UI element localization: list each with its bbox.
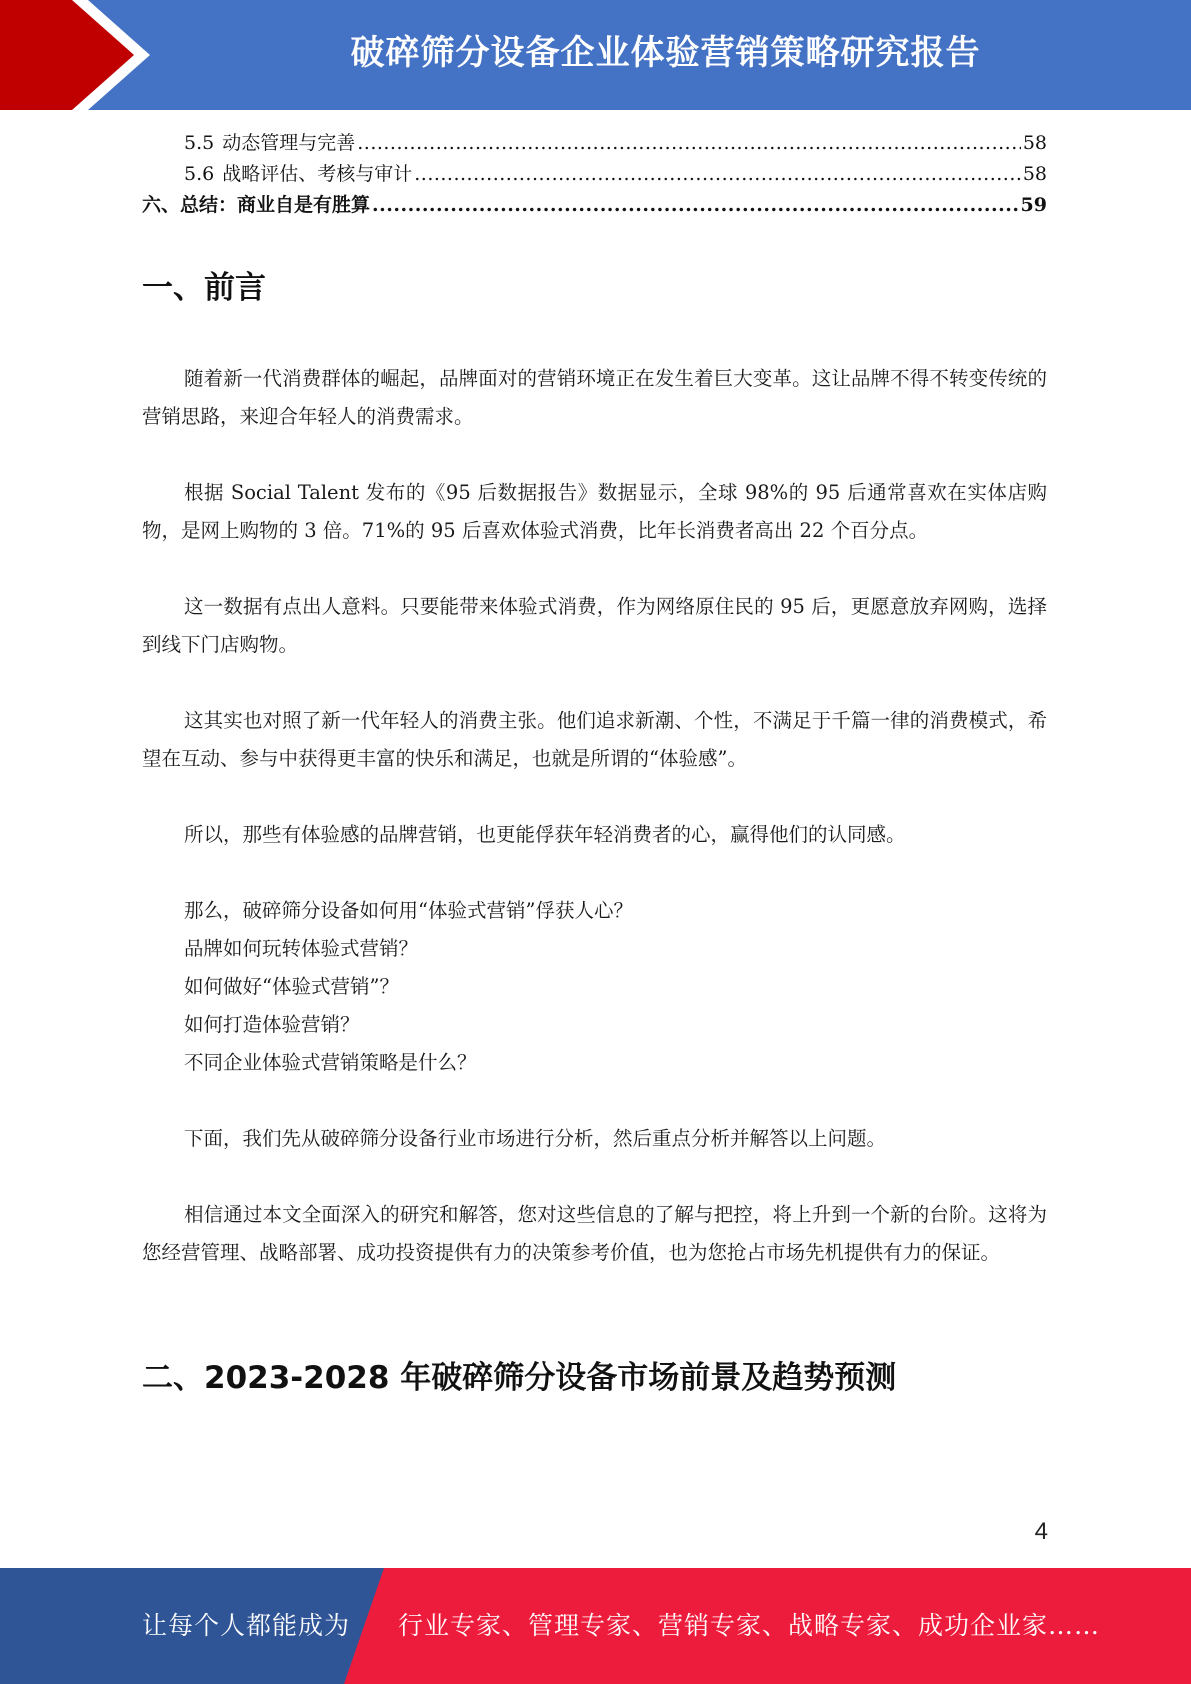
toc-entry-page: 58	[1022, 132, 1047, 154]
toc-entry[interactable]	[142, 128, 1047, 159]
toc-entry-number: 5.5	[184, 132, 215, 154]
footer-slogan-right: 行业专家、管理专家、营销专家、战略专家、成功企业家……	[398, 1611, 1101, 1640]
body-paragraph: 这其实也对照了新一代年轻人的消费主张。他们追求新潮、个性，不满足于千篇一律的消费模式，希望在互动、参与中获得更丰富的快乐和满足，也就是所谓的“体验感”。	[142, 709, 1047, 770]
body-paragraph: 根据 Social Talent 发布的《95 后数据报告》数据显示，全球 98%的 95 后通常喜欢在实体店购物，是网上购物的 3 倍。71%的 95 后喜欢体验式消费，比年长消费者高出 22 个百分点。	[142, 481, 1047, 542]
toc-entry-number: 5.6	[184, 163, 215, 185]
body-paragraph: 这一数据有点出人意料。只要能带来体验式消费，作为网络原住民的 95 后，更愿意放弃网购，选择到线下门店购物。	[142, 595, 1047, 656]
toc-dot-leader	[372, 194, 1019, 216]
section-heading-market-outlook: 二、2023-2028 年破碎筛分设备市场前景及趋势预测	[142, 1360, 897, 1396]
header-arrow-decoration	[0, 0, 160, 110]
question-item: 不同企业体验式营销策略是什么？	[184, 1051, 477, 1074]
toc-entry-label: 战略评估、考核与审计	[222, 163, 413, 185]
section-heading-preface: 一、前言	[142, 270, 266, 306]
page-header	[0, 0, 1191, 110]
toc-entry-label: 六、总结：商业自是有胜算	[142, 194, 371, 216]
body-paragraph: 相信通过本文全面深入的研究和解答，您对这些信息的了解与把控，将上升到一个新的台阶。这将为您经营管理、战略部署、成功投资提供有力的决策参考价值，也为您抢占市场先机提供有力的保证。	[142, 1203, 1047, 1264]
page-footer	[0, 1568, 1191, 1684]
toc-entry[interactable]	[142, 190, 1047, 221]
toc-dot-leader	[357, 132, 1021, 154]
question-item: 如何打造体验营销？	[184, 1013, 360, 1036]
table-of-contents	[142, 128, 1047, 221]
toc-entry-page: 59	[1020, 194, 1047, 216]
body-paragraph: 所以，那些有体验感的品牌营销，也更能俘获年轻消费者的心，赢得他们的认同感。	[184, 823, 906, 846]
section-body	[142, 360, 1047, 1310]
toc-entry-page: 58	[1022, 163, 1047, 185]
body-paragraph: 下面，我们先从破碎筛分设备行业市场进行分析，然后重点分析并解答以上问题。	[184, 1127, 887, 1150]
question-list	[142, 892, 1047, 1082]
question-item: 如何做好“体验式营销”？	[184, 975, 399, 998]
page-number: 4	[1034, 1518, 1048, 1545]
question-item: 品牌如何玩转体验式营销？	[184, 937, 419, 960]
toc-entry[interactable]	[142, 159, 1047, 190]
question-item: 那么，破碎筛分设备如何用“体验式营销”俘获人心？	[184, 899, 633, 922]
toc-dot-leader	[414, 163, 1021, 185]
toc-entry-label: 动态管理与完善	[222, 132, 356, 154]
body-paragraph: 随着新一代消费群体的崛起，品牌面对的营销环境正在发生着巨大变革。这让品牌不得不转变传统的营销思路，来迎合年轻人的消费需求。	[142, 367, 1047, 428]
footer-slogan-left: 让每个人都能成为	[142, 1611, 351, 1640]
report-title: 破碎筛分设备企业体验营销策略研究报告	[350, 33, 981, 73]
